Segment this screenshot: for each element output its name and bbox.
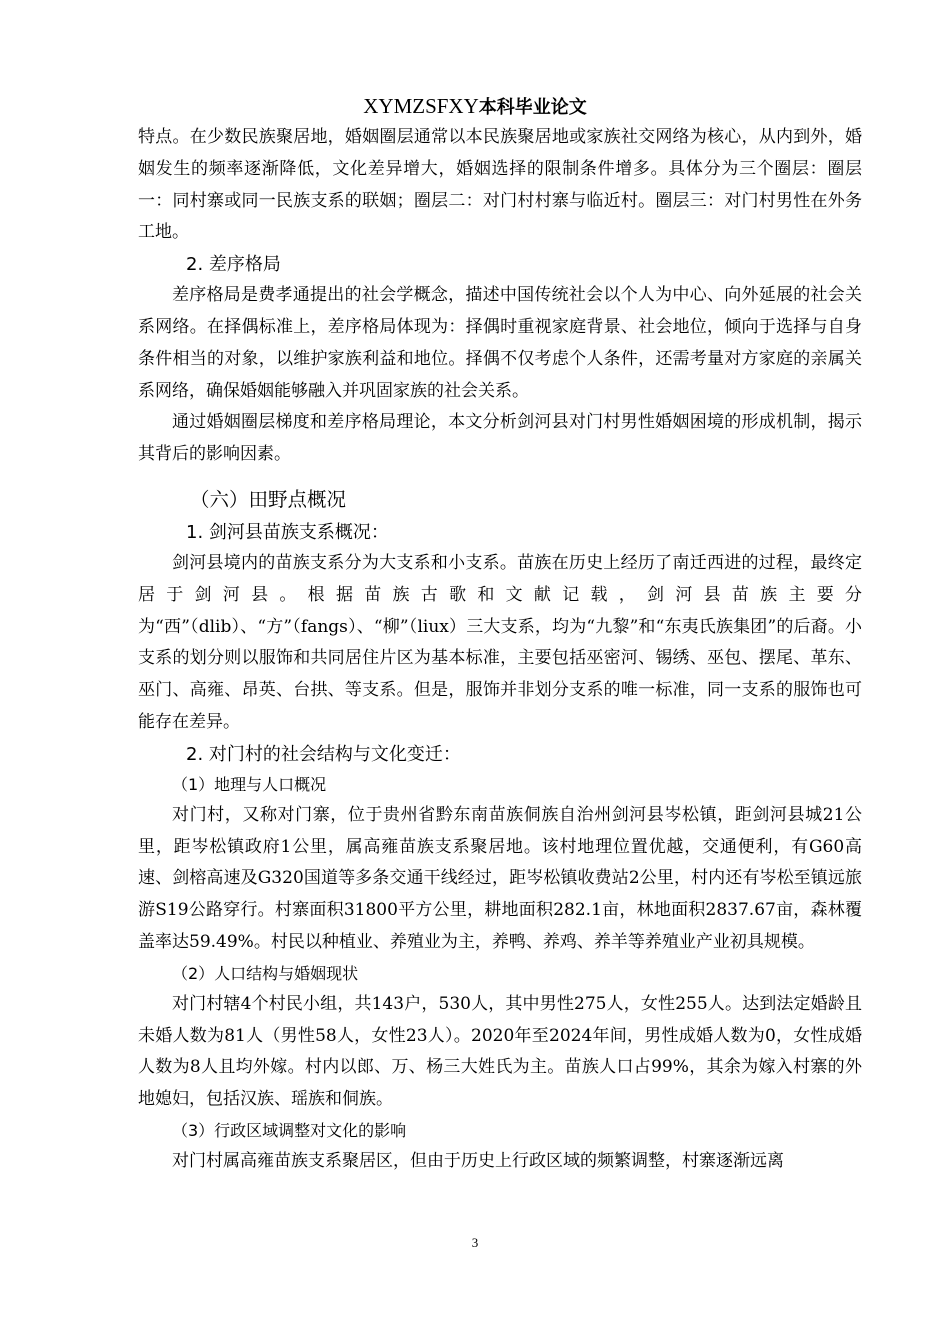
paragraph: 差序格局是费孝通提出的社会学概念，描述中国传统社会以个人为中心、向外延展的社会关系网络。在择偶标准上，差序格局体现为：择偶时重视家庭背景、社会地位，倾向于选择与自身条件相当的对象，以维护家族利益和地位。择偶不仅考虑个人条件，还需考量对方家庭的亲属关系网络，确保婚姻能够融入并巩固家族的社会关系。: [138, 285, 862, 401]
document-body: [138, 122, 862, 1178]
minor-heading: （2）人口结构与婚姻现状: [172, 963, 359, 983]
section-heading: （六）田野点概况: [190, 487, 347, 511]
header-title: 本科毕业论文: [478, 97, 587, 118]
subsection-heading: 1. 剑河县苗族支系概况：: [186, 521, 389, 543]
paragraph: 剑河县境内的苗族支系分为大支系和小支系。苗族在历史上经历了南迁西进的过程，最终定居于剑河县。根据苗族古歌和文献记载，剑河县苗族主要分为“西”（dlib）、“方”（fangs）、“柳”（liux）三大支系，均为“九黎”和“东夷氏族集团”的后裔。小支系的划分则以服饰和共同居住片区为基本标准，主要包括巫密河、锡绣、巫包、摆尾、革东、巫门、高雍、昂英、台拱、等支系。但是，服饰并非划分支系的唯一标准，同一支系的服饰也可能存在差异。: [138, 552, 862, 732]
paragraph: 对门村，又称对门寨，位于贵州省黔东南苗族侗族自治州剑河县岑松镇，距剑河县城21公里，距岑松镇政府1公里，属高雍苗族支系聚居地。该村地理位置优越，交通便利，有G60高速、剑榕高速及G320国道等多条交通干线经过，距岑松镇收费站2公里，村内还有岑松至镇远旅游S19公路穿行。村寨面积31800平方公里，耕地面积282.1亩，林地面积2837.67亩，森林覆盖率达59.49%。村民以种植业、养殖业为主，养鸭、养鸡、养羊等养殖业产业初具规模。: [138, 804, 862, 952]
spacer: [138, 471, 862, 479]
header-code: XYMZSFXY: [363, 94, 479, 118]
minor-heading: （1）地理与人口概况: [172, 774, 327, 794]
paragraph: 特点。在少数民族聚居地，婚姻圈层通常以本民族聚居地或家族社交网络为核心，从内到外，婚姻发生的频率逐渐降低，文化差异增大，婚姻选择的限制条件增多。具体分为三个圈层：圈层一：同村寨或同一民族支系的联姻；圈层二：对门村村寨与临近村。圈层三：对门村男性在外务工地。: [138, 127, 862, 243]
page-header: [0, 92, 950, 122]
subsection-heading: 2. 对门村的社会结构与文化变迁：: [186, 743, 461, 765]
paragraph: 对门村辖4个村民小组，共143户，530人，其中男性275人，女性255人。达到法定婚龄且未婚人数为81人（男性58人，女性23人）。2020年至2024年间，男性成婚人数为0，女性成婚人数为8人且均外嫁。村内以郎、万、杨三大姓氏为主。苗族人口占99%，其余为嫁入村寨的外地媳妇，包括汉族、瑶族和侗族。: [138, 993, 862, 1110]
subsection-heading: 2. 差序格局: [186, 254, 281, 276]
minor-heading: （3）行政区域调整对文化的影响: [172, 1120, 407, 1140]
paragraph: 通过婚姻圈层梯度和差序格局理论，本文分析剑河县对门村男性婚姻困境的形成机制，揭示其背后的影响因素。: [138, 412, 862, 465]
page-number: 3: [471, 1235, 479, 1250]
paragraph: 对门村属高雍苗族支系聚居区，但由于历史上行政区域的频繁调整，村寨逐渐远离: [172, 1150, 784, 1171]
